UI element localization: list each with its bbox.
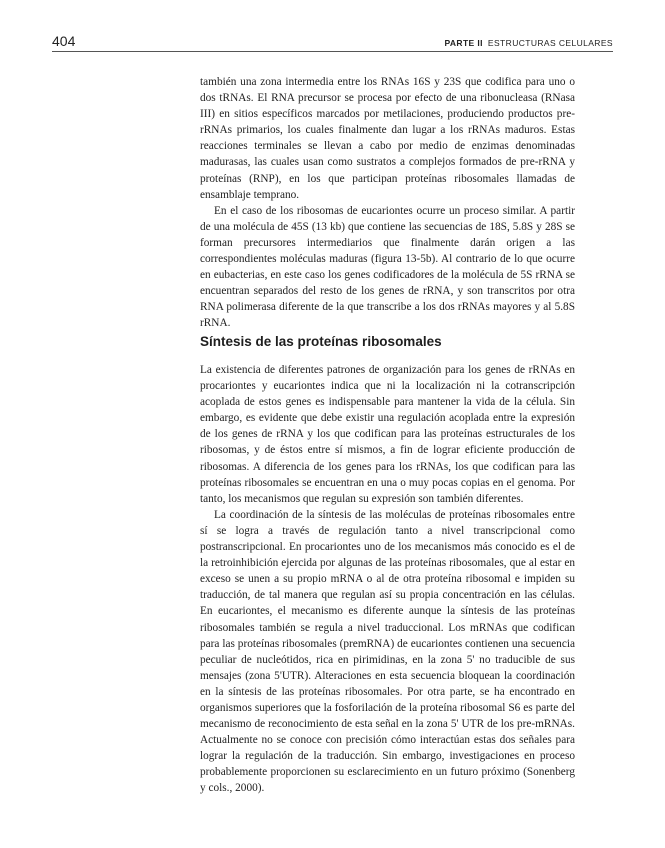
running-header <box>444 38 613 48</box>
page-number: 404 <box>52 33 76 49</box>
body-text-top <box>200 74 575 332</box>
header-rule <box>52 51 613 52</box>
part-label: PARTE II <box>444 38 483 48</box>
part-title: ESTRUCTURAS CELULARES <box>487 38 613 48</box>
paragraph: La coordinación de la síntesis de las moléculas de proteínas ribosomales entre sí se logra a través de regulación tanto a nivel transcripcional como postranscripcional. En procariontes uno de los mecanismos más conocido es el de la retroinhibición ejercida por algunas de las proteínas ribosomales, que al estar en exceso se unen a su propio mRNA o al de otra proteína ribosomal e impiden su traducción, de tal manera que regulan así su propia concentración en las células. En eucariontes, el mecanismo es diferente aunque la síntesis de las proteínas ribosomales también se regula a nivel traduccional. Los mRNAs que codifican para las proteínas ribosomales (premRNA) de eucariontes contienen una secuencia peculiar de nucleótidos, rica en pirimidinas, en la zona 5' no traducible de sus mensajes (zona 5'UTR). Alteraciones en esta secuencia bloquean la coordinación en la síntesis de las proteínas ribosomales. Por otra parte, se ha encontrado en organismos superiores que la fosforilación de la proteína ribosomal S6 es parte del mecanismo de reconocimiento de esta señal en la zona 5' UTR de los pre-mRNAs. Actualmente no se conoce con precisión cómo interactúan estas dos señales para lograr la regulación de la traducción. Sin embargo, investigaciones en proceso probablemente proporcionen su esclarecimiento en un futuro próximo (Sonenberg y cols., 2000). <box>200 508 575 795</box>
body-text-bottom <box>200 362 575 797</box>
paragraph: En el caso de los ribosomas de eucariontes ocurre un proceso similar. A partir de una molécula de 45S (13 kb) que contiene las secuencias de 18S, 5.8S y 28S se forman precursores intermediarios que finalmente darán origen a las correspondientes moléculas maduras (figura 13-5b). Al contrario de lo que ocurre en eubacterias, en este caso los genes codificadores de la molécula de 5S rRNA se encuentran separados del resto de los genes de rRNA, y son transcritos por otra RNA polimerasa diferente de la que transcribe a los dos rRNAs mayores y al 5.8S rRNA. <box>200 204 575 330</box>
paragraph: La existencia de diferentes patrones de organización para los genes de rRNAs en procariontes y eucariontes indica que ni la localización ni la cotranscripción acoplada de estos genes es indispensable para mantener la vida de la célula. Sin embargo, es evidente que debe existir una regulación acoplada entre la expresión de los genes de rRNA y los que codifican para las proteínas estructurales de los ribosomas, y de éstos entre sí mismos, a fin de lograr eficiente producción de ribosomas. A diferencia de los genes para los rRNAs, los que codifican para las proteínas ribosomales se encuentran en una o muy pocas copias en el genoma. Por tanto, los mecanismos que regulan su expresión son también diferentes. <box>200 364 575 505</box>
section-title: Síntesis de las proteínas ribosomales <box>200 334 442 349</box>
paragraph: también una zona intermedia entre los RNAs 16S y 23S que codifica para uno o dos tRNAs. El RNA precursor se procesa por efecto de una ribonucleasa (RNasa III) en sitios específicos marcados por metilaciones, produciendo productos pre-rRNAs primarios, los cuales finalmente dan lugar a los rRNAs maduros. Estas reacciones terminales se llevan a cabo por medio de enzimas denominadas madurasas, las cuales usan como sustratos a complejos formados de pre-rRNA y proteínas (RNP), en los que participan proteínas ribosomales llamadas de ensamblaje temprano. <box>200 76 575 201</box>
